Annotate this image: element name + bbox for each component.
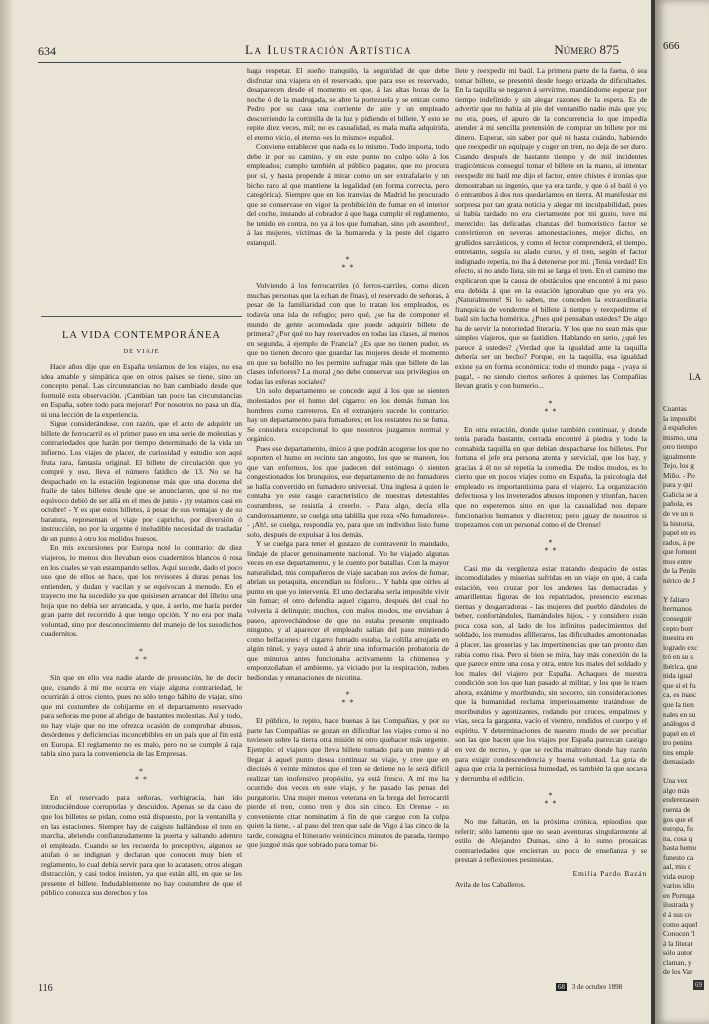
section-subtitle: DE VIAJE [123,347,160,355]
next-page-number: 666 [663,40,680,52]
footer-date: 3 de octubre 1898 [571,983,623,991]
column-3 [455,66,647,890]
author-signature: Emilia Pardo Bazán [572,868,647,878]
page-number: 634 [38,44,56,58]
section-divider [41,316,242,317]
section-asterism: * * * [544,791,558,809]
paragraph: Sigue considerándose, con razón, que el acto de adquirir un billete de ferrocarril es el primer paso en una serie de molestias y contrariedades que harán por tiempo determinado de la vida un infierno. Los viajes de placer, de curiosidad y estudio son aquí fruta rara, fantasía original. El billete de circulación que yo compré y uso, lleva el número fatídico de 13. No se ha despachado en la estación legionense más que una docena del fraile de tales billetes desde que se anunciaron, que si no me equivoco debió de ser allá en el mes de junio - ¡ty estamos casi en octubre! - Y es que estos billetes, á pesar de sus ventajas y de su baratura, representan el viaje por capricho, por diversión ó instrucción, no por la urgente é ineludible necesidad de trasladar de un punto á otro los molidos huesos. [41,419,242,543]
section-asterism: * * * [544,398,558,416]
paragraph: Conviene establecer que nada es lo mismo. Todo importa, todo debe ir por su camino, y en este punto no culpo sólo á los empleados; cumplo también al público pagano, que no procura por sí, y hasta propende á mirar como un ser extrafalario y un bicho raro al que mantiene la legalidad (en forma correcta, pero categórica). Siempre que en los tranvías de Madrid he procurado que se conservase en vigor la prohibición de fumar en el interior del coche, instando al cobrador á que haga cumplir el reglamento, he tenido en contra, no ya á los que fumaban, sino ¡oh asombro!, á las mujeres, víctimas de la humareda y la peste del cigarro estanquil. [247,142,449,247]
section-title: LA VIDA CONTEMPORÁNEA [61,330,222,341]
paragraph: No me faltarán, en la próxima crónica, episodios que referir; sólo lamento que no sean aventuras singularmente al estilo de Alejandro Dumas, sino á lo sumo prosaicas contrariedades que encierran su poco de enseñanza y se prestan á reflexiones pesimistas. [455,817,647,865]
paragraph: llete y reexpedir mi baúl. La primera parte de la faena, ó sea tomar billete, se presentó desde luego erizada de dificultades. En la taquilla se negaron á servirme, mandándome esperar por tiempo indefinido y sin alegar razones de la espera. Es de advertir que no había al pie del ventanillo nadie más que yo; no era, pues, el apuro de la concurrencia lo que impedía atender á mi sencilla pretensión de comprar un billete por mi dinero. Esperar, sin saber por qué ni hasta cuándo, habiendo que reexpedir un equipaje y coger un tren, no deja de ser duro. Cuando después de bastante tiempo y de mil incidentes tragicómicos conseguí tomar el billete en la mano, al intentar reexpedir mi baúl me dijo el factor, entre chistes é ironías que demostraban su ingenio, que ya era tarde, y que ó el baúl ó yo ó entrambos á dos nos quedaríamos en tierra. Al manifestar mi sorpresa por tan grata noticia y alegar mi inculpabilidad, pues si había tardado no era ciertamente por mi gusto, tuve mi merecido: las delicadas chanzas del humorístico factor se convirtieron en severas amonestaciones, mejor dicho, en gruñidos sarcásticos, y como el lector comprenderá, el tiempo, entretanto, seguía su alado curso, y el tren, según el factor indignado repetía, no iba á detenerse por mí. ¡Tenía verdad! En efecto, si no ando lista, sin mi se larga el tren. En el camino me explicaron que la causa de obstáculos que encontré á mi paso era debida á que en la estación ignoraban que yo era yo. ¡Naturalmente! Si lo saben, me conceden la extraordinaria franquicia de venderme el billete á tiempo y reexpedirme el baúl sin lucha homérica. ¿Pues qué pensaban ustedes? De algo ha de servir la notoriedad literaria. Y los que no sean más que simples viajeros, que se fastidien. Hablando en serio, ¿qué les parece á ustedes? ¿Verdad que la igualdad ante la taquilla debería ser un hecho? Porque, en la taquilla, esa igualdad existe ya en forma económica: todo el mundo paga - ¡vaya si paga!, - no siendo ciertos señores á quienes las Compañías llevan gratis y con humerio... [455,66,647,391]
paragraph: Casi me da vergüenza estar tratando despacio de estas incomodidades y miserias sufridas en un viaje en que, á cada estación, veo cruzar por los andenes las demacradas y amarillentas figuras de los repatriados, presencio escenas tiernas y desgarradoras - las mujeres del pueblo dándoles de beber, confortándoles, llamándoles hijos, - y considero cuán poca cosa son, al lado de los infinitos padecimientos del soldado, los menudos afilleraros, las dificultades amontonadas á placer, las groserías y las impertinencias que tan pronto dan rabia como risa. Pero si bien se mira, hay más conexión de la que parece entre una cosa y otra, entre los males del soldado y los males del viajero por España. Achaques de nuestra condición son los que han pasado al militar, y los que le traen ahora, exánime y moribundo, sin socorro, sin consideraciones que la humanidad reclama imperiosamente tratándose de moribundos y agonizantes, rodando por cruces, empalmes y vías, seca la garganta, vacío el vientre, rendidos el cuerpo y el espíritu. Y determinaciones de nuestro modo de ser peculiar son las que hacen que los viajes por España parezcan castigo en vez de recreo, y que se reciba maltrato donde hay razón para exigir condescendencia y buena voluntad. La gota de agua que cría la perniciosa humedad, es también la que socava y derrumba el edificio. [455,563,647,783]
footer-badge: 68 [558,983,565,991]
next-page-text-fragments: Cuantas la imposibi á españoles mismo, una otro tiempo igualmente Tejo, los g Miño. - Po para y qui Galicia se a pañola, es de ve un n la historia, papel en es rados, á pe que foment mos entre de la Penín nérico de J Y faltaro hermanos conseguir cepto borr nuestra en logrado exc tró en su s ibérica, que nida igual que sí el fu ca, es inasc que la tien nales en su análogos d papel en el tro penins tins emple demasiado Una vez algo más enderezasen ruenta de gos que el europa, fu na, cosa q hasta hemo funesto ca aal, mis c vida europ varios idio en Portuga ilustrada y é á sus co como aquel Conocen 'l á la literat sólo autor claman, y de los Var [663,404,700,977]
issue-number: Número 875 [554,42,619,57]
next-page-edge [655,0,709,1024]
paragraph: Hace años dije que en España teníamos de los viajes, no esa idea amable y simpática que en otros países se tiene, sino un concepto penal. Las circunstancias no han cambiado desde que formulé esta observación. ¡Cambian tan poco las circunstancias en España, sobre todo para mejorar! Por nosotros no pasa un día, ni una lección de la experiencia. [41,362,242,419]
next-page-caption: LA [689,372,701,382]
column-1-top-spacer [41,66,242,316]
section-asterism: * * * [341,255,355,273]
section-asterism: * * * [135,766,148,784]
paragraph: En otra estación, donde quise también continuar, y donde tenía parada bastante, cerrada encontré á piedra y lodo la consabida taquilla en que debían despacharse los billetes. Por fortuna el jefe era persona atenta y servicial, que los hay, y gracias á él no sé repetía la comedia. De todos modos, es lo cierto que en pocos viajes como en España, la psicología del empleado es importantísima para el viajero. La organización defectuosa y los inveterados abusos imponen y triunfan, hacen que no esperemos sino en que la casualidad nos depare funcionarios humanos y discretos; pero ¡guay de nosotros si tropezamos con un personal como el de Orense! [455,424,647,530]
magazine-title: La Ilustración Artística [245,42,412,57]
paragraph: En mis excursiones por Europa noté lo contrario: de diez viajeros, lo menos dos llevaban esos cuadernitos blancos ó rosa en los cuales se van estampando sellos. Aquí sucede, dado el poco uso que de ellos se hace, que los revisores á duras penas los entienden, y dudan y vacilan y se equivocan á menudo. En el trayecto me ha sucedido ya que quisiesen arrancar del librito una hoja que no debía ser arrancada, y que, á serlo, me haría perder gran parte del recorrido á que tengo opción. Y no era por mala voluntad, sino por desconocimiento del manejo de los susodichos cuadernitos. [41,543,242,639]
paragraph: Sin que en ello vea nadie alarde de presunción, he de decir que, cuando á mí me ocurra en viaje alguna contrariedad, le ocurrirán á otros ciento, pues no sólo tengo hábito de viajar, sino que mi costumbre de cobijarme en el departamento reservado para señoras me pone al abrigo de bastantes molestias. Así y todo, no hay viaje que no me ofrezca ocasión de comprobar abusos, desórdenes y deficiencias inconcebibles en un país que al fin está en Europa. El reglamento no es malo, pero no se cumple á raja tabla sino para la conveniencia de las Empresas. [41,672,242,759]
header-rule [38,62,621,63]
paragraph: Pues ese departamento, único á que podrán acogerse los que no soporten el humo en recinto tan angosto, los que se mareen, los que van enfermos, los que padecen del estómago ó sienten congestionados los bronquios, ese departamento de no fumadores se halla convertido en fumadero universal. Una inglesa á quien le contaba yo este rasgo característico de nuestras detestables costumbres, se resistía á creerlo. - Para algo, decía ella candorosamente, se cuelga una tablilla que reza «No fumadores». - ¡Ah!, se cuelga, respondía yo, para que un individuo listo fume solo, después de expulsar á los demás. [247,443,449,539]
footer-right [556,983,622,991]
page-header [38,42,619,60]
next-page-badge: 69 [695,981,702,989]
section-asterism: * * * [341,690,355,708]
column-1 [41,66,242,898]
paragraph: En el reservado para señoras, verbigracia, han ido introduciéndose corruptelas y descuidos. Apenas se da caso de que los billetes se pidan, como está dispuesto, por la ventanilla y en las estaciones. Siempre hay de caigiste hallándose el tren en marcha, abriendo confianzudamente la puerta y saltando adentro el empleado. Cuando se les recuerda lo preceptivo, algunos se atufan ó se indignan y declaran que conocen muy bien el reglamento, lo cual debía servir para que lo acatasen; otros alegan distracción, y casi todos insisten, ya que están allí, en que se les presente el billete. Indudablemente no hay costumbre de que el público conozca sus derechos y los [41,792,242,898]
paragraph: Y se cuelga para tener el gustazo de contravenir lo mandado, lindaje de placer genuinamente nacional. Yo he viajado algunas veces en ese departamento, y le cuento por batallas. Con la mayor naturalidad, mis compañeros de viaje sacaban sus avíos de fumar, abrían su petaquita, encendían su fósforo... Y habla que oírles al punto en que yo intervenía. El uno declaraba sería imposible vivir sin fumar; el otro defendía aquel cigarro, después del cual no volvería á delinquir; muchos, con malos modos, me enviaban á paseo, aprovechándose de que no estaba presente empleado ninguno, y al aparecer el empleado salían del paso mintiendo como bellacones: el cigarro fumado estaba, la colilla arrojada en algún túnel, y yaya usted á abrir una información probatoria de que minutos antes funcionaba activamente la chimenea y emponzoñaban el ambiente, ya viciado por la respiración, nubes hediondas y emanaciones de nicotina. [247,539,449,682]
paragraph: El público, lo repito, hace buenas á las Compañías, y por su parte las Compañías se gozan en dificultar los viajes como si no tuviesen sobre la tierra otra misión ni otro quehacer más urgente. Ejemplo: el viajero que lleva billete tomado para un punto y al llegar á aquel punto desea continuar su viaje, y cree que en diecisés ó veinte minutos que el tren se detiene no le será difícil realizar tan inofensivo propósito, ya está fresco. A mí me ha ocurrido dos veces en este viaje, y he pasado las penas del purgatorio. Una mujer menos veterana en la brega del ferrocarril pierde el tren, como tren y dos sin cinco. En Orense - es conveniente citar nominatim á fin de que cargue con la culpa quien la tiene, - al paso del tren que sale de Vigo á las cinco de la tarde, consigna el Itinerario veinticinco minutos de parada, tiempo que juzgué más que sobrado para tomar bi- [247,716,449,850]
section-asterism: * * * [135,646,148,664]
column-2 [247,66,449,850]
dateline-place: Avila de los Caballeros. [455,880,526,890]
section-asterism: * * * [544,537,558,555]
footer-left-number: 116 [38,983,53,994]
paragraph: Un solo departamento se concede aquí á los que se sienten molestados por el humo del cigarro: en los demás fuman los hombres como carreteros. En el extranjero sucede lo contrario: hay un departamento para fumadores; en los restantes no se fuma. Se considera excepcional lo que nosotros juzgamos normal y orgánico. [247,386,449,444]
paragraph: haga respetar. El sueño tranquilo, la seguridad de que debe disfrutar una viajera en el reservado, que para eso es reservado, desaparecen desde el momento en que, á las altas horas de la noche ó de la madrugada, se abre la portezuela y se entran como Pedro por su casa una corriente de aire y un empleado descorriendo la cortinilla de la luz y pidiendo el billete. Y esto se repite diez veces, mil; no es casualidad, es mala maña adquirida, el eterno vicio, el eterno «es lo mismo» español. [247,66,449,142]
paragraph: Volviendo á los ferrocarriles (ó ferros-carriles, como dicen muchas personas que la echan de finas), el reservado de señoras, á pesar de la familiaridad con que lo tratan los empleados, es todavía una isla de refugio; pero qué, ¿se ha de componer el mundo de gente acomodada que puede adquirir billete de primera? ¿Por qué no hay reservados en todas las clases, al menos en segunda, á ejemplo de Francia? ¿Es que no tienen pudor, es que no tienen decoro que guardar las mujeres desde el momento en que su bolsillo no les permite sufragar más que billete de las clases inferiores? La moral ¿no debe conservar sus privilegios en todas las esferas sociales? [247,281,449,386]
